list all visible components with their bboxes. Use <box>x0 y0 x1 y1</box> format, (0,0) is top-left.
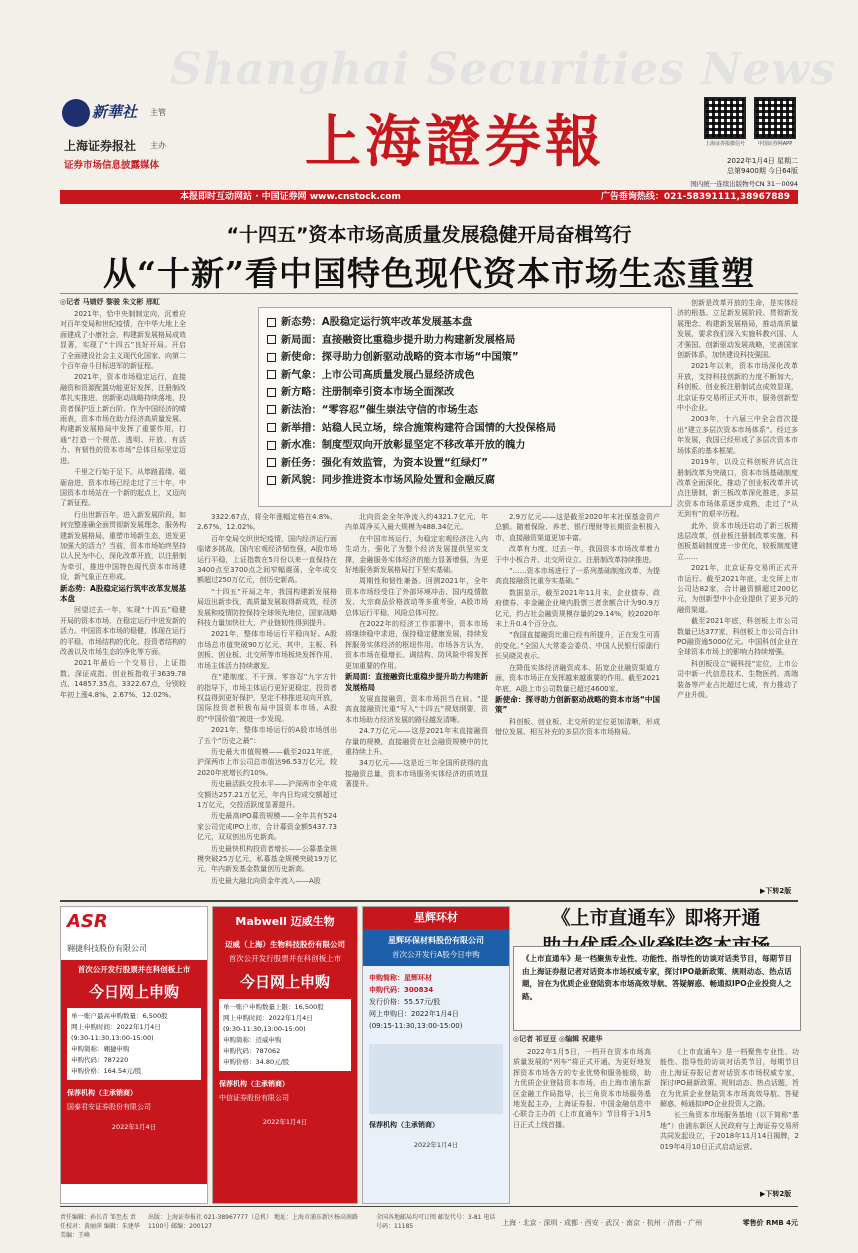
col2-para: 在“建制度、不干预、零容忍”九字方针的指导下，市场主体运行更好更稳定，投资者权益得到更好保护，坚定不移推进双向开放，国际投资者积极布局中国资本市场，A股的“中国价值”被进一步发现。 <box>197 673 337 723</box>
ad-asr-brand: ASR <box>61 907 207 943</box>
qr-caption-wechat: 上海证券报微信号 <box>704 141 745 147</box>
ad-xinghui-sponsor: 保荐机构（主承销商） <box>369 1121 439 1129</box>
ad-xinghui-line: 申购简称：星辉环材 <box>369 974 432 982</box>
col2-para: 2021年，整体市场运行的A股市场创出了五个“历史之最”： <box>197 726 337 745</box>
second-para: 长三角资本市场服务基地（以下简称“基地”）由浦东新区人民政府与上海证券交易所共同发起设立，于2018年11月14日揭牌，2019年4月10日正式启动运营。 <box>660 1111 799 1151</box>
second-story-column-2 <box>660 1047 799 1187</box>
col1-para: 2021年最后一个交易日，上证指数、深证成指、创业板指收于3639.78点、14857.35点、3322.67点，分别较年初上涨4.8%、2.67%、12.02%。 <box>60 659 186 699</box>
ad-asr-sponsor-name: 国泰君安证券股份有限公司 <box>67 1103 151 1111</box>
ad-xinghui-line: 申购代码：300834 <box>369 986 434 994</box>
second-story-byline: ◎记者 祁豆豆 ◎编辑 祝建华 <box>513 1035 603 1043</box>
col4-para: 在降低实体经济融资成本、拓宽企业融资渠道方面，资本市场正在发挥越来越重要的作用。截至2021年底，A股上市公司数量已超过4600家。 <box>495 663 660 693</box>
second-continue-note[interactable]: ▶下转2版 <box>760 1190 792 1198</box>
ad-asr-date: 2022年1月4日 <box>111 1123 157 1131</box>
masthead-chinese-title: 上海證券報 <box>305 109 605 175</box>
ad-xinghui-line: 网上申购日：2022年1月4日 <box>369 1010 459 1018</box>
ad-phone: 广告垂询热线：021-58391111,38967889 <box>600 192 790 202</box>
ten-points-box <box>258 307 672 507</box>
col2-para: 历史最快机构投资者增长——公募基金规模突破25万亿元，私募基金规模突破19万亿元，年内新发基金数量创历史新高。 <box>197 844 337 874</box>
ad-mabwell-headline: 今日网上申购 <box>239 973 330 991</box>
col1-para: 2021年，资本市场稳定运行，直接融资和资源配置功能更好发挥，注册制改革扎实推进，创新驱动战略持续落地，投资者保护迈上新台阶。作为中国经济的晴雨表，资本市场在助力经济高质量发展、构建新发展格局中发挥了重要作用，打通“打造一个规范、透明、开放、有活力、有韧性的资本市场”总体目标坚定迈进。 <box>60 373 186 465</box>
ten-point-item: 新态势：A股稳定运行筑牢改革发展基本盘 <box>267 314 663 332</box>
publisher-logo-text: 新華社 <box>92 103 138 121</box>
col4-para: 改革有力度，过去一年，我国资本市场改革着力于中小板合并、北交所设立、注册制改革持续推进。 <box>495 545 660 564</box>
main-column-4 <box>495 512 660 896</box>
org-name: 上海证券报社 <box>64 139 137 153</box>
footer-print: 全国各地邮局均可订阅 邮发代号：3-81 电话号码：11185 <box>376 1214 496 1230</box>
ad-mabwell-line: 申购简称：迈威申购 <box>223 1036 282 1044</box>
sponsor-label: 主管 <box>150 108 166 117</box>
footer-address: 出版：上海证券报社 021-38967777（总机） 地址：上海市浦东新区杨高南路1100号 邮编：200127 <box>148 1214 358 1230</box>
ad-asr-line: (9:30-11:30,13:00-15:00) <box>71 1034 154 1042</box>
col5-para: 2019年，以设立科创板并试点注册制改革为突破口，资本市场基础制度改革全面深化，推动了创业板改革并试点注册制，新三板改革深化推进，多层次资本市场体系逐步成熟，走过了“从无到有”的艰辛历程。 <box>677 458 798 519</box>
col1-subheading: 新态势：A股稳定运行筑牢改革发展基本盘 <box>60 583 186 603</box>
ad-asr-line: 申购价格：164.54元/股 <box>71 1067 142 1075</box>
col3-para: 24.7万亿元——这是2021年末直接融资存量的规模，直接融资在社会融资规模中的比重持续上升。 <box>345 727 488 756</box>
second-story-column-1 <box>513 1047 651 1199</box>
ad-xinghui-brand: 星辉环材 <box>363 907 509 929</box>
col2-para: 历史最高IPO募资规模——全年共有524家公司完成IPO上市，合计募资金额5437.73亿元，双双创出历史新高。 <box>197 812 337 842</box>
issue-info <box>700 156 798 176</box>
footer-cities: 上海 · 北京 · 深圳 · 成都 · 西安 · 武汉 · 南京 · 杭州 · 济南 · 广州 <box>502 1219 703 1227</box>
main-column-3 <box>345 512 488 896</box>
col2-para: 百年变局交织世纪疫情，国内经济运行面临诸多挑战，国内宏观经济韧性强，A股市场运行平稳，上证指数在5月份以来一直保持在3400点至3700点之间窄幅震荡，全年成交额超过250万亿元，创历史新高。 <box>197 534 337 585</box>
headline-rule <box>60 293 798 294</box>
ad-mabwell[interactable] <box>212 906 358 1204</box>
col1-para: 行出世新百年，进入新发展阶段，如何完整准确全面贯彻新发展理念，服务构建新发展格局，重塑市场新生态，迸发更加强大的活力？当前，资本市场始终坚持以人民为中心，深化改革开放，以注册制为牵引，推进中国特色现代资本市场建设，新气象正在形成。 <box>60 510 186 582</box>
main-byline: ◎记者 马婧妤 黎骏 朱文彬 邢虹 <box>60 298 160 306</box>
col5-para: 截至2021年底，科创板上市公司数量已达377家，科创板上市公司合计IPO融资逾5000亿元。中国科创企业在全球资本市场上的影响力持续增强。 <box>677 617 798 657</box>
ad-mabwell-sponsor: 保荐机构（主承销商） <box>219 1080 289 1088</box>
col4-para: “我国直接融资比重已经有所提升，正在发生可喜的变化。”全国人大常委会委员、中国人民银行原副行长吴晓灵表示。 <box>495 631 660 661</box>
ad-mabwell-line: 网上申购时间：2022年1月4日 <box>223 1014 313 1022</box>
col4-para: 数据显示，截至2021年11月末，企业债券、政府债券、非金融企业境内股票三者余额合计为90.9万亿元，约占社会融资规模存量的29.14%，较2020年末上升0.4个百分点。 <box>495 588 660 629</box>
ad-asr-headline: 今日网上申购 <box>88 983 179 1001</box>
ad-xinghui-line: 发行价格：55.57元/股 <box>369 998 441 1006</box>
col5-para: 2021年以来，资本市场深化改革开放，支持科技创新的力度不断加大，科创板、创业板注册制试点成效显现，北京证券交易所正式开市，服务创新型中小企业。 <box>677 362 798 413</box>
wechat-qr-code[interactable] <box>704 97 746 139</box>
issue-weekday: 星期二 <box>777 157 798 165</box>
col2-para: 历史最大市值规模——截至2021年底，沪深两市上市公司总市值达96.53万亿元，较2020年底增长约10%。 <box>197 747 337 777</box>
ad-mabwell-line: 单一账户申购数量上限：16,500股 <box>223 1003 324 1011</box>
col2-para: “十四五”开局之年，我国构建新发展格局迈出新步伐，高质量发展取得新成效，经济发展和疫情防控保持全球领先地位，国家战略科技力量加快壮大，产业链韧性得到提升。 <box>197 587 337 628</box>
ten-point-item: 新法治：“零容忍”催生崇法守信的市场生态 <box>267 402 663 420</box>
ad-mabwell-line: 申购代码：787062 <box>223 1047 281 1055</box>
second-story-lead: 《上市直通车》是一档聚焦专业性、功能性、指导性的访谈对话类节目，每期节目由上海证券报记者对话资本市场权威专家，探讨IPO最新政策、规则动态、热点话题，旨在为优质企业登陆资本市场高效导航、答疑解惑、畅通拟IPO企业投资人之路。 <box>522 954 792 1001</box>
col5-para: 此外，资本市场还启动了新三板精选层改革，创业板注册制改革实施，科创板基础制度进一步优化，较板制度建立…… <box>677 521 798 561</box>
ad-mabwell-company: 迈威（上海）生物科技股份有限公司 <box>225 940 345 949</box>
main-kicker: “十四五”资本市场高质量发展稳健开局奋楫笃行 <box>226 224 632 246</box>
col5-para: 创新是改革开放的生命，是实体经济的根基。立足新发展阶段、贯彻新发展理念、构建新发展格局，推动高质量发展，要求我们深入实施科教兴国、人才强国、创新驱动发展战略，完善国家创新体系，加快建设科技强国。 <box>677 299 798 360</box>
col2-para: 历史最活跃交投水平——沪深两市全年成交额达257.21万亿元，年内日均成交额超过1万亿元，交投活跃度显著提升。 <box>197 780 337 809</box>
ten-point-item: 新气象：上市公司高质量发展凸显经济成色 <box>267 367 663 385</box>
col4-para: “……资本市场进行了一系列基础制度改革，为提高直接融资比重夯实基础。” <box>495 567 660 586</box>
ad-xinghui-company: 星辉环保材料股份有限公司 <box>388 936 484 945</box>
xinhua-logo-icon <box>62 99 90 127</box>
ad-asr-line: 申购简称：翱捷申购 <box>71 1045 130 1053</box>
ad-mabwell-line: (9:30-11:30,13:00-15:00) <box>223 1025 306 1033</box>
ad-mabwell-brand: Mabwell 迈威生物 <box>235 915 335 928</box>
col1-para: 千里之行始于足下。从筚路蓝缕、砥砺奋进，资本市场已经走过了三十年，中国资本市场站在一个新的起点上，又迈向了新征程。 <box>60 468 186 508</box>
qr-caption-app: 中国证券网APP <box>757 141 793 147</box>
ad-mabwell-sponsor-name: 中信证券股份有限公司 <box>219 1094 289 1102</box>
cn-code: 国内统一连续出版物号CN 31－0094 <box>690 180 798 188</box>
col2-para: 3322.67点，将全年涨幅定格在4.8%、2.67%、12.02%。 <box>197 513 337 532</box>
col1-para: 回望过去一年，实现“十四五”稳健开局的资本市场，在稳定运行中迸发新的活力。中国资本市场的稳健，体现在运行的平稳、市场结构的优化、投资者结构的改善以及市场生态的净化等方面。 <box>60 606 186 656</box>
col5-para: 2021年，北京证券交易所正式开市运行。截至2021年底，北交所上市公司达82家，合计融资额超过200亿元，为创新型中小企业提供了更多元的融资渠道。 <box>677 564 798 614</box>
ad-xinghui-line: (09:15-11:30,13:00-15:00) <box>369 1022 463 1030</box>
col3-para: 在中国市场运行，为稳定宏观经济注入内生动力，强化了为整个经济发展提供坚实支撑，金融服务实体经济的能力显著增强，为更好地服务新发展格局打下坚实基础。 <box>345 534 488 575</box>
ad-mabwell-title: 首次公开发行股票并在科创板上市 <box>228 954 342 963</box>
col2-para: 2021年，整体市场运行平稳向好。A股市场总市值突破90万亿元，其中，主板、科创板、创业板、北交所等市场板块发挥作用，市场主体活力持续激发。 <box>197 630 337 670</box>
col4-para: 科创板、创业板、北交所的定位更加清晰，形成错位发展、相互补充的多层次资本市场格局。 <box>495 717 660 737</box>
second-story-lead-box <box>513 946 801 1031</box>
ten-point-item: 新水准：制度型双向开放彰显坚定不移改革开放的魄力 <box>267 437 663 455</box>
section-divider <box>60 900 798 902</box>
ad-xinghui-title: 首次公开发行A股今日申购 <box>392 950 480 959</box>
col4-para: 2.9万亿元——这是截至2020年末社保基金资产总额。随着保险、养老、银行理财等长期资金积极入市，直接融资渠道更加丰富。 <box>495 513 660 542</box>
main-continue-note[interactable]: ▶下转2版 <box>760 887 792 895</box>
main-column-1 <box>60 309 186 896</box>
ten-point-item: 新使命：探寻助力创新驱动战略的资本市场“中国策” <box>267 349 663 367</box>
second-headline-1: 《上市直通车》即将开通 <box>551 907 761 929</box>
ad-asr[interactable] <box>60 906 208 1204</box>
main-headline: 从“十新”看中国特色现代资本市场生态重塑 <box>103 254 755 293</box>
footer-rule <box>60 1206 798 1207</box>
issue-total: 总第9400期 <box>727 167 766 175</box>
col4-subheading: 新使命：探寻助力创新驱动战略的资本市场“中国策” <box>495 694 660 715</box>
ten-point-item: 新举措：站稳人民立场，综合施策构建符合国情的大投保格局 <box>267 420 663 438</box>
footer-price: 零售价 RMB 4元 <box>742 1219 798 1227</box>
col1-para: 2021年，恰中央制制定向，沉着应对百年变局和世纪疫情，在中华大地上全面建成了小康社会，构建新发展格局成效显著，实现了“十四五”良好开局。开启了全面建设社会主义现代化国家、向第二个百年奋斗目标进军的新征程。 <box>60 310 186 371</box>
ad-asr-company: 翱捷科技股份有限公司 <box>67 944 147 953</box>
ad-asr-line: 网上申购时间：2022年1月4日 <box>71 1023 161 1031</box>
second-para: 《上市直通车》是一档聚焦专业性、功能性、指导性的访谈对话类节目，每期节目由上海证券报记者对话资本市场权威专家，探讨IPO最新政策、规则动态、热点话题，旨在为优质企业登陆资本市场高效导航、答疑解惑、畅通拟IPO企业投资人之路。 <box>660 1048 799 1109</box>
col2-para: 历史最大融北向资金年流入——A股 <box>211 876 321 885</box>
col5-para: 2003年，十六届三中全会首次提出“建立多层次资本市场体系”。经过多年发展，我国已经形成了多层次资本市场体系的基本框架。 <box>677 415 798 455</box>
second-para: 2022年1月5日，一档开在资本市场高质量发展的“列车”将正式开通。为更好地发挥资本市场各方的专业优势和服务能级，助力优质企业登陆资本市场，由上海市浦东新区金融工作局指导，长三角资本市场服务基地发起主办，上海证券报、中国金融信息中心联合主办的《上市直通车》节目将于1月5日正式上线首播。 <box>513 1048 651 1129</box>
ad-xinghui-image <box>369 1044 503 1114</box>
page-count: 今日64版 <box>768 167 798 175</box>
ad-asr-sponsor: 保荐机构（主承销商） <box>67 1089 137 1097</box>
host-label: 主办 <box>150 141 166 150</box>
ad-asr-title: 首次公开发行股票并在科创板上市 <box>77 965 191 974</box>
ad-mabwell-line: 申购价格：34.80元/股 <box>223 1058 290 1066</box>
col3-para: 周期性和韧性兼备。回测2021年，全年资本市场经受住了外部环境冲击、国内疫情散发、大宗商品价格波动等多重考验，A股市场总体运行平稳，风险总体可控。 <box>345 577 488 617</box>
main-column-5 <box>677 298 798 884</box>
slogan: 证券市场信息披露媒体 <box>64 160 160 171</box>
ad-mabwell-date: 2022年1月4日 <box>262 1118 308 1126</box>
app-qr-code[interactable] <box>754 97 796 139</box>
ad-xinghui[interactable] <box>362 906 510 1204</box>
col3-subheading: 新局面：直接融资比重稳步提升助力构建新发展格局 <box>345 672 488 692</box>
ten-point-item: 新方略：注册制牵引资本市场全面深改 <box>267 384 663 402</box>
main-column-2 <box>197 512 337 896</box>
ten-point-item: 新任务：强化有效监管，为资本设置“红绿灯” <box>267 455 663 473</box>
issue-date: 2022年1月4日 <box>727 157 775 165</box>
masthead-english-title: Shanghai Securities News <box>170 44 836 95</box>
ad-xinghui-date: 2022年1月4日 <box>413 1141 459 1149</box>
ad-asr-line: 单一账户最高申购数量：6,500股 <box>71 1012 168 1020</box>
col3-para: 发展直接融资，资本市场担当在肩。“提高直接融资比重”写入“十四五”规划纲要，资本市场助力经济发展的路径越发清晰。 <box>345 694 488 724</box>
col3-para: 北向资金全年净流入约4321.7亿元，年内单周净买入最大规模为488.34亿元。 <box>345 513 488 532</box>
news-bar <box>60 190 798 204</box>
col3-para: 34万亿元——这是近三年全国所获得的直接融资总量，资本市场服务实体经济的质效显著提升。 <box>345 759 488 789</box>
col5-para: 科创板设立“硬科技”定位，上市公司中新一代信息技术、生物医药、高端装备等产业占比超过七成，有力推动了产业升级。 <box>677 659 798 700</box>
col3-para: 在2022年的经济工作部署中，资本市场将继续稳中求进，保持稳定健康发展，持续发挥服务实体经济的枢纽作用。市场各方认为，资本市场在稳增长、调结构、防风险中将发挥更加重要的作用。 <box>345 620 488 670</box>
ad-asr-line: 申购代码：787220 <box>71 1056 129 1064</box>
footer-editors: 责任编辑：孙长青 邹至杰 责任校对：黄丽萍 编辑：朱建华 美编：王峰 <box>60 1214 140 1239</box>
ten-point-item: 新局面：直接融资比重稳步提升助力构建新发展格局 <box>267 332 663 350</box>
website-line[interactable]: 本报即时互动网站 · 中国证券网 www.cnstock.com <box>180 192 401 202</box>
ten-point-item: 新风貌：同步推进资本市场风险处置和金融反腐 <box>267 472 663 490</box>
